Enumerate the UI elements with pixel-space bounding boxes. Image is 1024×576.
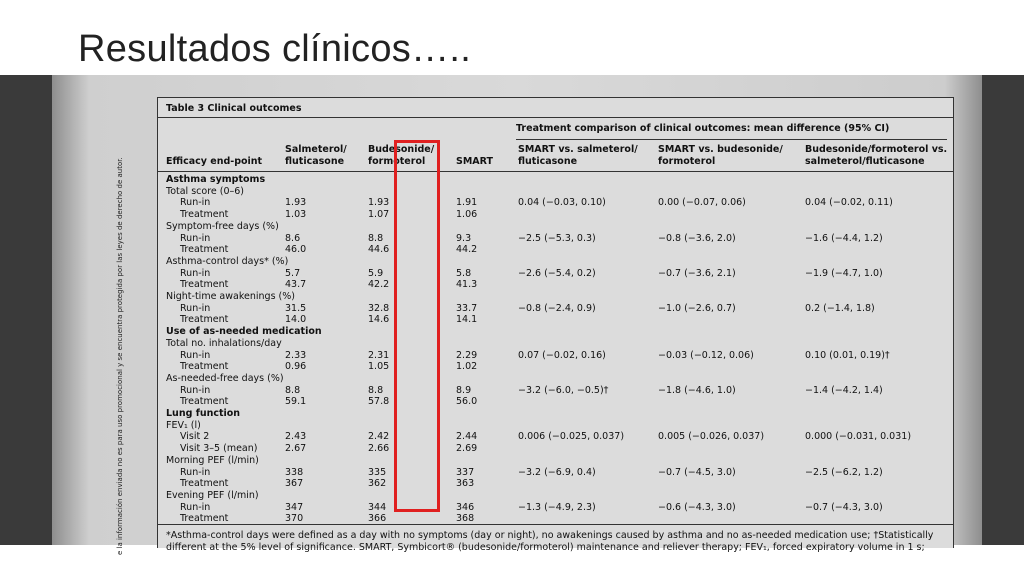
table-cell: 0.04 (−0.03, 0.10) <box>518 197 606 209</box>
table-cell: 32.8 <box>368 302 390 314</box>
table-cell: Run-in <box>180 384 211 396</box>
table-cell: 337 <box>456 466 475 478</box>
table-row <box>158 197 953 208</box>
table-row <box>158 431 953 442</box>
table-cell: Run-in <box>180 349 211 361</box>
table-cell: −3.2 (−6.0, −0.5)† <box>518 384 609 396</box>
table-cell: 14.0 <box>285 314 307 326</box>
table-cell: Symptom-free days (%) <box>166 220 279 232</box>
table-cell: Treatment <box>180 478 229 490</box>
copyright-side-note: e la información enviada no es para uso promocional y se encuentra protegida por las leyes de derecho de autor. <box>116 157 124 555</box>
comparison-rule <box>516 139 947 140</box>
table-cell: −2.5 (−6.2, 1.2) <box>805 466 883 478</box>
table-cell: 335 <box>368 466 387 478</box>
table-row <box>158 233 953 244</box>
header-efficacy-endpoint: Efficacy end-point <box>166 156 263 167</box>
table-cell: 1.93 <box>285 197 307 209</box>
table-cell: Run-in <box>180 466 211 478</box>
table-cell: 8.6 <box>285 232 301 244</box>
table-cell: 5.7 <box>285 267 301 279</box>
table-cell: Night-time awakenings (%) <box>166 291 295 302</box>
table-cell: 1.06 <box>456 209 478 221</box>
table-cell: −0.7 (−4.3, 3.0) <box>805 501 883 513</box>
table-cell: −1.9 (−4.7, 1.0) <box>805 267 883 279</box>
table-cell: 1.02 <box>456 361 478 373</box>
table-cell: −0.7 (−3.6, 2.1) <box>658 267 736 279</box>
table-cell: −0.6 (−4.3, 3.0) <box>658 501 736 513</box>
table-cell: −2.5 (−5.3, 0.3) <box>518 232 596 244</box>
table-cell: 0.04 (−0.02, 0.11) <box>805 197 893 209</box>
table-cell: 9.3 <box>456 232 472 244</box>
table-cell: Treatment <box>180 279 229 291</box>
subsection-row <box>158 338 953 349</box>
table-cell: 2.31 <box>368 349 390 361</box>
table-cell: Treatment <box>180 396 229 408</box>
table-cell: 338 <box>285 466 304 478</box>
comparison-header: Treatment comparison of clinical outcomes: mean difference (95% CI) <box>516 123 890 134</box>
clinical-outcomes-table <box>157 97 954 553</box>
table-cell: 0.2 (−1.4, 1.8) <box>805 302 875 314</box>
table-row <box>158 443 953 454</box>
table-cell: Asthma-control days* (%) <box>166 255 289 267</box>
slide-title: Resultados clínicos….. <box>78 28 472 70</box>
table-cell: Lung function <box>166 408 241 419</box>
table-cell: 8.8 <box>368 384 384 396</box>
table-cell: 1.07 <box>368 209 390 221</box>
table-row <box>158 268 953 279</box>
table-cell: 5.8 <box>456 267 472 279</box>
subsection-row <box>158 420 953 431</box>
table-cell: 1.05 <box>368 361 390 373</box>
table-cell: FEV₁ (l) <box>166 419 201 431</box>
table-row <box>158 244 953 255</box>
table-cell: 0.006 (−0.025, 0.037) <box>518 431 625 443</box>
table-cell: 8.8 <box>285 384 301 396</box>
table-cell: 44.2 <box>456 244 478 256</box>
table-cell: Visit 2 <box>180 431 210 443</box>
table-cell: 362 <box>368 478 387 490</box>
table-cell: Treatment <box>180 209 229 221</box>
table-cell: 46.0 <box>285 244 307 256</box>
table-cell: 31.5 <box>285 302 307 314</box>
table-cell: −1.3 (−4.9, 2.3) <box>518 501 596 513</box>
table-row <box>158 350 953 361</box>
table-cell: Total score (0–6) <box>166 185 245 197</box>
table-cell: 0.00 (−0.07, 0.06) <box>658 197 746 209</box>
table-cell: 366 <box>368 513 387 525</box>
table-cell: Run-in <box>180 267 211 279</box>
table-cell: 370 <box>285 513 304 525</box>
header-smart: SMART <box>456 156 494 167</box>
header-smart-vs-salmeterol: SMART vs. salmeterol/ fluticasone <box>518 144 638 167</box>
subsection-row <box>158 373 953 384</box>
table-cell: 0.10 (0.01, 0.19)† <box>805 349 890 361</box>
table-cell: 347 <box>285 501 304 513</box>
table-row <box>158 314 953 325</box>
table-cell: Treatment <box>180 244 229 256</box>
subsection-row <box>158 455 953 466</box>
table-cell: Treatment <box>180 314 229 326</box>
table-cell: 14.1 <box>456 314 478 326</box>
table-rule <box>158 117 953 118</box>
table-cell: 2.67 <box>285 443 307 455</box>
table-cell: 344 <box>368 501 387 513</box>
table-cell: Run-in <box>180 302 211 314</box>
table-caption: Table 3 Clinical outcomes <box>166 103 302 114</box>
table-cell: −1.6 (−4.4, 1.2) <box>805 232 883 244</box>
table-cell: 43.7 <box>285 279 307 291</box>
subsection-row <box>158 221 953 232</box>
table-cell: 1.03 <box>285 209 307 221</box>
table-cell: −1.8 (−4.6, 1.0) <box>658 384 736 396</box>
table-cell: −0.03 (−0.12, 0.06) <box>658 349 754 361</box>
table-cell: Morning PEF (l/min) <box>166 454 259 466</box>
table-cell: 56.0 <box>456 396 478 408</box>
table-row <box>158 385 953 396</box>
scanned-page <box>52 75 982 555</box>
table-cell: 367 <box>285 478 304 490</box>
subsection-row <box>158 291 953 302</box>
section-row <box>158 326 953 337</box>
table-cell: Total no. inhalations/day <box>166 337 282 349</box>
table-cell: 363 <box>456 478 475 490</box>
table-row <box>158 467 953 478</box>
table-cell: 33.7 <box>456 302 478 314</box>
scanned-table-image <box>0 75 1024 555</box>
table-cell: Run-in <box>180 501 211 513</box>
table-cell: 2.66 <box>368 443 390 455</box>
table-cell: −2.6 (−5.4, 0.2) <box>518 267 596 279</box>
table-row <box>158 396 953 407</box>
table-cell: 0.07 (−0.02, 0.16) <box>518 349 606 361</box>
table-cell: −1.0 (−2.6, 0.7) <box>658 302 736 314</box>
table-cell: Run-in <box>180 232 211 244</box>
table-cell: 44.6 <box>368 244 390 256</box>
table-cell: As-needed-free days (%) <box>166 372 284 384</box>
table-cell: 2.69 <box>456 443 478 455</box>
table-cell: 0.96 <box>285 361 307 373</box>
table-cell: Treatment <box>180 513 229 525</box>
table-cell: Run-in <box>180 197 211 209</box>
table-cell: 0.000 (−0.031, 0.031) <box>805 431 912 443</box>
table-cell: Visit 3–5 (mean) <box>180 443 258 455</box>
table-cell: −0.8 (−2.4, 0.9) <box>518 302 596 314</box>
table-cell: 1.93 <box>368 197 390 209</box>
table-cell: 14.6 <box>368 314 390 326</box>
table-cell: 0.005 (−0.026, 0.037) <box>658 431 765 443</box>
section-row <box>158 408 953 419</box>
header-rule <box>158 171 953 172</box>
table-row <box>158 478 953 489</box>
table-cell: 346 <box>456 501 475 513</box>
table-row <box>158 361 953 372</box>
header-salmeterol-fluticasone: Salmeterol/ fluticasone <box>285 144 347 167</box>
table-cell: 42.2 <box>368 279 390 291</box>
header-budesonide-formoterol: Budesonide/ formoterol <box>368 144 435 167</box>
table-cell: 5.9 <box>368 267 384 279</box>
table-row <box>158 209 953 220</box>
table-cell: Asthma symptoms <box>166 174 266 185</box>
section-row <box>158 174 953 185</box>
table-cell: −0.8 (−3.6, 2.0) <box>658 232 736 244</box>
smart-column-highlight <box>394 140 440 512</box>
table-row <box>158 502 953 513</box>
table-cell: 59.1 <box>285 396 307 408</box>
table-cell: −3.2 (−6.9, 0.4) <box>518 466 596 478</box>
table-cell: 41.3 <box>456 279 478 291</box>
table-cell: 8.8 <box>368 232 384 244</box>
header-budesonide-vs-salmeterol: Budesonide/formoterol vs. salmeterol/fluticasone <box>805 144 948 167</box>
footer-rule <box>158 524 953 525</box>
table-cell: 57.8 <box>368 396 390 408</box>
table-row <box>158 279 953 290</box>
table-cell: Treatment <box>180 361 229 373</box>
table-cell: 2.43 <box>285 431 307 443</box>
table-cell: Evening PEF (l/min) <box>166 489 259 501</box>
table-cell: −0.7 (−4.5, 3.0) <box>658 466 736 478</box>
table-cell: Use of as-needed medication <box>166 326 322 338</box>
table-cell: 1.91 <box>456 197 478 209</box>
table-cell: 2.33 <box>285 349 307 361</box>
table-row <box>158 303 953 314</box>
table-cell: 2.42 <box>368 431 390 443</box>
subsection-row <box>158 490 953 501</box>
table-footnote: *Asthma-control days were defined as a day with no symptoms (day or night), no awakenings caused by asthma and no as-needed medication use; †Statistically different at the 5% level of significance. SMART, Symbicort® (budesonide/formoterol) maintenance and reliever therapy; FEV₁, forced expiratory volume in 1 s; <box>166 530 934 553</box>
table-cell: 2.44 <box>456 431 478 443</box>
table-cell: 8.9 <box>456 384 472 396</box>
table-row <box>158 513 953 524</box>
subsection-row <box>158 186 953 197</box>
header-smart-vs-budesonide: SMART vs. budesonide/ formoterol <box>658 144 783 167</box>
table-cell: 368 <box>456 513 475 525</box>
subsection-row <box>158 256 953 267</box>
table-cell: −1.4 (−4.2, 1.4) <box>805 384 883 396</box>
table-cell: 2.29 <box>456 349 478 361</box>
